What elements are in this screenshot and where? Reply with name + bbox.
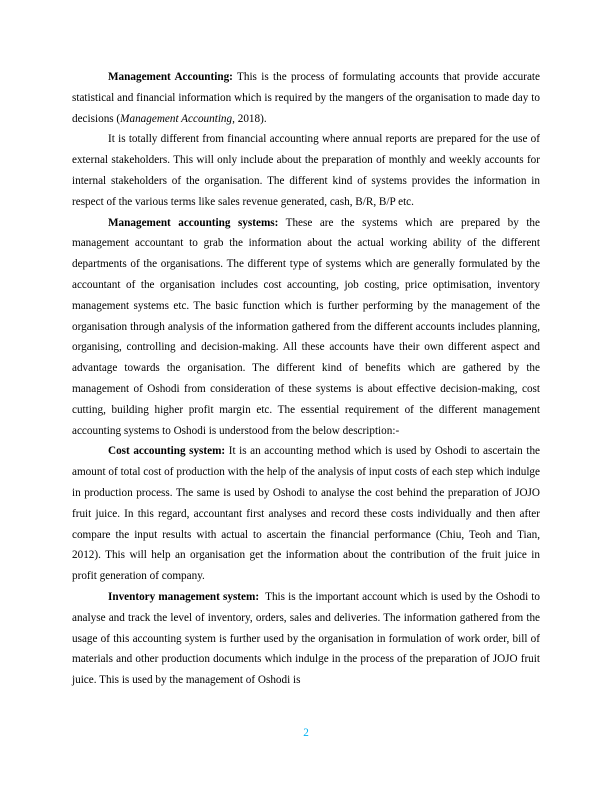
heading-management-accounting: Management Accounting:	[108, 71, 233, 83]
heading-management-accounting-systems: Management accounting systems:	[108, 216, 279, 229]
heading-cost-accounting-system: Cost accounting system:	[108, 445, 226, 458]
paragraph-cost-accounting-system	[72, 441, 540, 587]
paragraph-text: It is totally different from financial accounting where annual reports are prepared for the use of external stakeholders. This will only include about the preparation of monthly and weekly accounts for internal stakeholders of the organisation. The different kind of systems provides the information in respect of the various terms like sales revenue generated, cash, B/R, B/P etc.	[72, 133, 540, 208]
paragraph-text: These are the systems which are prepared by the management accountant to grab the information about the actual working ability of the different departments of the organisations. The different type of systems which are generally formulated by the accountant of the organisation includes cost accounting, job costing, price optimisation, inventory management systems etc. The basic function which is further performing by the management of the organisation through analysis of the information gathered from the different accounts includes planning, organising, controlling and decision-making. All these accounts have their own different aspect and advantage towards the organisation. The different kind of benefits which are gathered by the management of Oshodi from consideration of these systems is about effective decision-making, cost cutting, building higher profit margin etc. The essential requirement of the different management accounting systems to Oshodi is understood from the below description:-	[72, 216, 540, 437]
document-body	[72, 67, 543, 691]
page-number: 2	[303, 727, 309, 739]
paragraph-management-accounting-systems	[72, 213, 540, 442]
paragraph-text: This is the process of formulating accounts that provide accurate statistical and financial information which is required by the mangers of the organisation to made day to decisions (	[72, 71, 540, 125]
paragraph-management-accounting	[72, 67, 540, 129]
paragraph-financial-vs-management	[72, 129, 540, 212]
citation-title: Management Accounting,	[120, 112, 235, 125]
citation-year: 2018).	[234, 112, 267, 125]
heading-inventory-management-system: Inventory management system:	[108, 590, 260, 603]
paragraph-text: It is an accounting method which is used by Oshodi to ascertain the amount of total cost of production with the help of the analysis of input costs of each step which indulge in production process. The same is used by Oshodi to analyse the cost behind the preparation of JOJO fruit juice. In this regard, accountant first analyses and record these costs individually and then after compare the input results with actual to ascertain the financial performance (Chiu, Teoh and Tian, 2012). This will help an organisation get the information about the contribution of the fruit juice in profit generation of company.	[72, 445, 540, 583]
paragraph-text: This is the important account which is used by the Oshodi to analyse and track the level of inventory, orders, sales and deliveries. The information gathered from the usage of this accounting system is further used by the organisation in formulation of work order, bill of materials and other production documents which indulge in the process of the preparation of JOJO fruit juice. This is used by the management of Oshodi is	[72, 590, 543, 687]
paragraph-inventory-management-system	[72, 587, 543, 691]
